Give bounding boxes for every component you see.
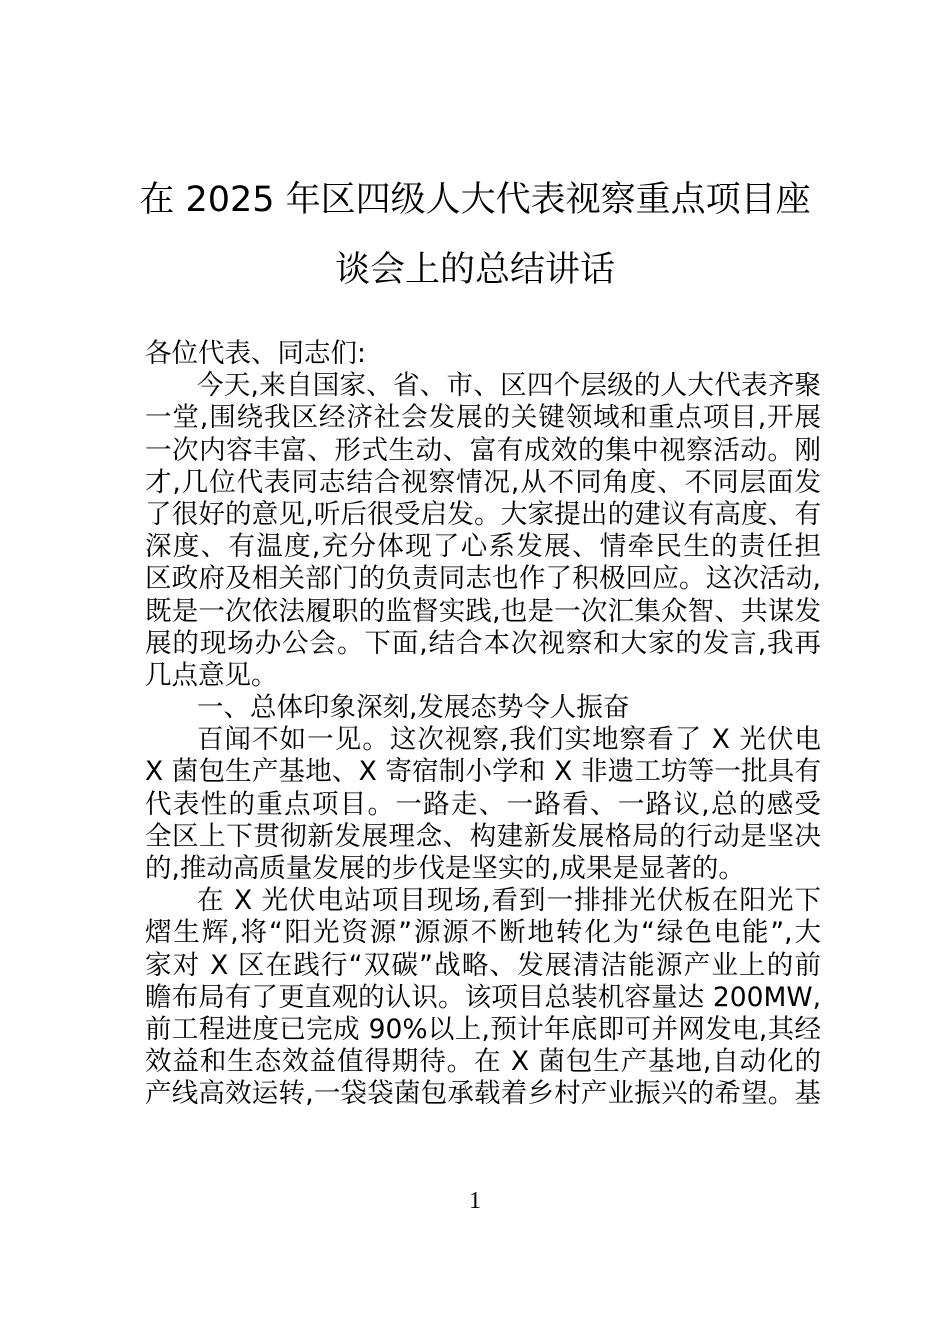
text-line: 熠生辉,将“阳光资源”源源不断地转化为“绿色电能”,大 <box>145 917 821 949</box>
text-line: 产线高效运转,一袋袋菌包承载着乡村产业振兴的希望。基 <box>145 1078 821 1110</box>
paragraph <box>145 885 821 1110</box>
document-title-line-2: 谈会上的总结讲话 <box>334 250 615 290</box>
text-line: 展的现场办公会。下面,结合本次视察和大家的发言,我再 <box>145 627 821 659</box>
greeting: 各位代表、同志们: <box>145 338 366 369</box>
paragraph <box>145 724 821 885</box>
text-line: 家对 X 区在践行“双碳”战略、发展清洁能源产业上的前 <box>145 949 821 981</box>
text-line: 区政府及相关部门的负责同志也作了积极回应。这次活动, <box>145 563 821 595</box>
text-line: X 菌包生产基地、X 寄宿制小学和 X 非遗工坊等一批具有 <box>145 756 821 788</box>
text-line: 一、总体印象深刻,发展态势令人振奋 <box>197 692 630 724</box>
text-line: 前工程进度已完成 90%以上,预计年底即可并网发电,其经 <box>145 1013 821 1045</box>
text-line: 几点意见。 <box>145 659 278 691</box>
text-line: 效益和生态效益值得期待。在 X 菌包生产基地,自动化的 <box>145 1046 821 1078</box>
document-body <box>145 338 821 1111</box>
text-line: 百闻不如一见。这次视察,我们实地察看了 X 光伏电 <box>197 724 821 756</box>
text-line: 深度、有温度,充分体现了心系发展、情牵民生的责任担 <box>145 531 821 563</box>
text-line: 全区上下贯彻新发展理念、构建新发展格局的行动是坚决 <box>145 820 821 852</box>
page-number: 1 <box>469 1188 481 1214</box>
text-line: 在 X 光伏电站项目现场,看到一排排光伏板在阳光下 <box>197 885 821 917</box>
paragraph <box>145 370 821 692</box>
text-line: 了很好的意见,听后很受启发。大家提出的建议有高度、有 <box>145 498 821 530</box>
text-line: 的,推动高质量发展的步伐是坚实的,成果是显著的。 <box>145 853 745 884</box>
text-line: 代表性的重点项目。一路走、一路看、一路议,总的感受 <box>145 788 821 820</box>
text-line: 一堂,围绕我区经济社会发展的关键领域和重点项目,开展 <box>145 402 821 434</box>
text-line: 今天,来自国家、省、市、区四个层级的人大代表齐聚 <box>197 370 821 402</box>
section-heading <box>145 692 821 724</box>
text-line: 既是一次依法履职的监督实践,也是一次汇集众智、共谋发 <box>145 595 821 627</box>
text-line: 瞻布局有了更直观的认识。该项目总装机容量达 200MW, <box>145 981 821 1013</box>
document-title-line-1: 在 2025 年区四级人大代表视察重点项目座 <box>139 180 811 220</box>
text-line: 一次内容丰富、形式生动、富有成效的集中视察活动。刚 <box>145 434 821 466</box>
text-line: 才,几位代表同志结合视察情况,从不同角度、不同层面发 <box>145 466 821 498</box>
